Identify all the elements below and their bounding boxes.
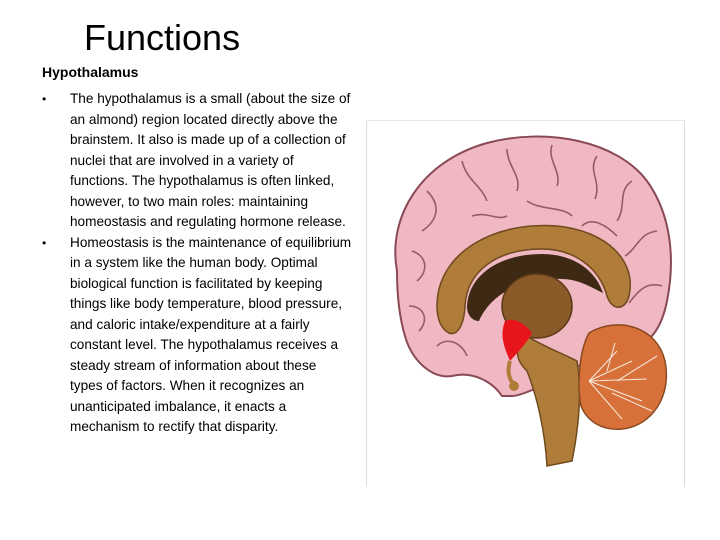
- bullet-marker: •: [42, 235, 47, 250]
- bullet-text: The hypothalamus is a small (about the size of an almond) region located directly above the brainstem. It also is made up of a collection of nuclei that are involved in a variety of functions. The hypothalamus is often linked, however, to two main roles: maintaining homeostasis and regulating hormone release.: [70, 91, 351, 229]
- section-subtitle: Hypothalamus: [42, 64, 139, 80]
- bullet-item: [42, 89, 352, 233]
- brain-illustration: [366, 120, 685, 487]
- bullet-item: [42, 233, 352, 438]
- bullet-text: Homeostasis is the maintenance of equilibrium in a system like the human body. Optimal biological function is facilitated by keeping things like body temperature, blood pressure, and caloric intake/expenditure at a fairly constant level. The hypothalamus receives a steady stream of information about these types of factors. When it recognizes an unanticipated imbalance, it enacts a mechanism to rectify that disparity.: [70, 234, 352, 434]
- bullet-marker: •: [42, 92, 47, 106]
- slide-title: Functions: [84, 17, 241, 58]
- brain-sagittal-svg: [367, 121, 684, 487]
- pituitary-gland: [509, 381, 519, 391]
- bullet-list: [42, 89, 352, 438]
